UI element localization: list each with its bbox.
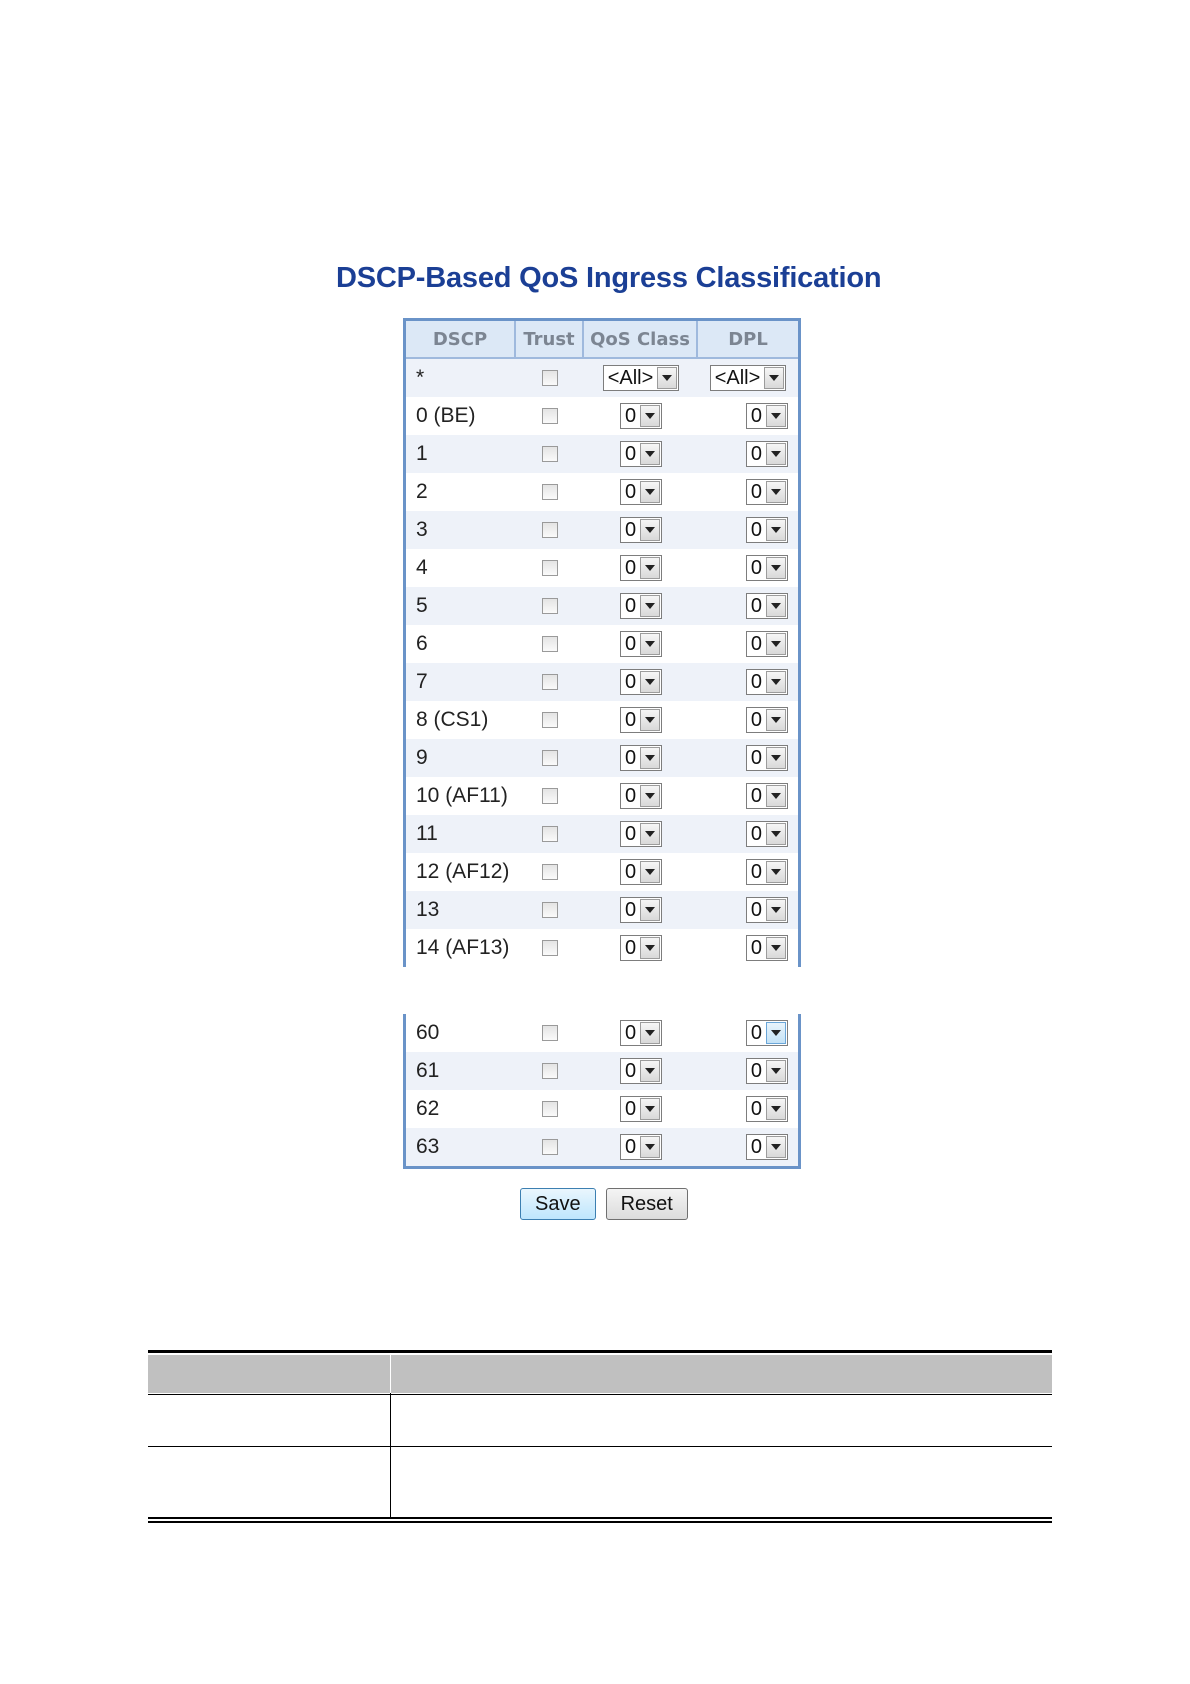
dpl-select[interactable] xyxy=(746,935,788,961)
qos-class-value: 0 xyxy=(624,747,637,769)
dpl-select[interactable] xyxy=(746,517,788,543)
dscp-label: 12 (AF12) xyxy=(416,860,510,883)
dscp-label: 60 xyxy=(416,1021,440,1044)
chevron-down-icon xyxy=(640,671,660,693)
dscp-label: 4 xyxy=(416,556,428,579)
dscp-label: 62 xyxy=(416,1097,440,1120)
chevron-down-icon xyxy=(766,785,786,807)
dscp-label: 3 xyxy=(416,518,428,541)
description-row-divider xyxy=(148,1446,1052,1447)
dpl-select[interactable] xyxy=(746,745,788,771)
chevron-down-icon xyxy=(766,1060,786,1082)
chevron-down-icon xyxy=(766,557,786,579)
chevron-down-icon xyxy=(766,671,786,693)
dpl-value: 0 xyxy=(750,1060,762,1082)
qos-class-select[interactable] xyxy=(620,517,662,543)
dpl-select[interactable] xyxy=(746,403,788,429)
trust-checkbox[interactable] xyxy=(542,1139,558,1155)
table-row xyxy=(406,435,798,473)
table-row xyxy=(406,1014,798,1052)
trust-checkbox[interactable] xyxy=(542,598,558,614)
chevron-down-icon xyxy=(640,1022,660,1044)
dpl-value: 0 xyxy=(750,709,762,731)
dpl-value: 0 xyxy=(750,633,762,655)
qos-class-value: 0 xyxy=(624,671,637,693)
table-row xyxy=(406,701,798,739)
table-row xyxy=(406,739,798,777)
qos-class-value: 0 xyxy=(624,481,637,503)
chevron-down-icon xyxy=(640,481,660,503)
dpl-select[interactable] xyxy=(746,1134,788,1160)
dpl-select[interactable] xyxy=(746,479,788,505)
dpl-value: 0 xyxy=(750,557,762,579)
description-header-description xyxy=(391,1355,1052,1393)
qos-class-select[interactable] xyxy=(620,555,662,581)
save-button[interactable]: Save xyxy=(520,1188,596,1220)
chevron-down-icon xyxy=(640,899,660,921)
chevron-down-icon xyxy=(766,405,786,427)
table-row xyxy=(406,815,798,853)
trust-checkbox[interactable] xyxy=(542,940,558,956)
dpl-select[interactable] xyxy=(746,593,788,619)
qos-class-select-all[interactable] xyxy=(603,365,680,391)
dpl-value: 0 xyxy=(750,747,762,769)
trust-checkbox[interactable] xyxy=(542,788,558,804)
chevron-down-icon xyxy=(640,823,660,845)
qos-class-value: <All> xyxy=(607,367,654,389)
description-table-top-rule xyxy=(148,1350,1052,1353)
table-row xyxy=(406,929,798,967)
table-row xyxy=(406,891,798,929)
chevron-down-icon xyxy=(640,519,660,541)
dscp-label: 8 (CS1) xyxy=(416,708,489,731)
chevron-down-icon xyxy=(640,557,660,579)
qos-class-value: 0 xyxy=(624,937,637,959)
trust-checkbox[interactable] xyxy=(542,674,558,690)
chevron-down-icon xyxy=(640,709,660,731)
table-row xyxy=(406,549,798,587)
dpl-select[interactable] xyxy=(746,859,788,885)
dpl-value: 0 xyxy=(750,1098,762,1120)
qos-class-select[interactable] xyxy=(620,821,662,847)
table-row xyxy=(406,1052,798,1090)
qos-class-select[interactable] xyxy=(620,745,662,771)
qos-class-select[interactable] xyxy=(620,859,662,885)
dscp-label: 11 xyxy=(416,822,438,845)
dscp-label: 63 xyxy=(416,1135,440,1158)
dpl-value: 0 xyxy=(750,1022,762,1044)
chevron-down-icon xyxy=(766,443,786,465)
trust-checkbox[interactable] xyxy=(542,1101,558,1117)
qos-class-select[interactable] xyxy=(620,1020,662,1046)
dpl-value: 0 xyxy=(750,861,762,883)
table-row-all xyxy=(406,359,798,397)
dpl-value: 0 xyxy=(750,671,762,693)
form-buttons xyxy=(520,1188,688,1220)
qos-class-value: 0 xyxy=(624,899,637,921)
table-row xyxy=(406,587,798,625)
qos-class-value: 0 xyxy=(624,1098,637,1120)
dscp-label: * xyxy=(416,366,425,389)
chevron-down-icon xyxy=(766,747,786,769)
dpl-value: 0 xyxy=(750,443,762,465)
qos-class-value: 0 xyxy=(624,405,637,427)
dpl-value: 0 xyxy=(750,519,762,541)
dpl-select[interactable] xyxy=(746,783,788,809)
qos-class-value: 0 xyxy=(624,823,637,845)
chevron-down-icon xyxy=(766,1098,786,1120)
trust-checkbox[interactable] xyxy=(542,864,558,880)
chevron-down-icon xyxy=(766,709,786,731)
qos-class-select[interactable] xyxy=(620,631,662,657)
description-table-bottom-rule xyxy=(148,1517,1052,1519)
dpl-value: 0 xyxy=(750,1136,762,1158)
qos-class-value: 0 xyxy=(624,443,637,465)
dscp-label: 0 (BE) xyxy=(416,404,476,427)
dpl-select-all[interactable] xyxy=(710,365,787,391)
qos-class-select[interactable] xyxy=(620,897,662,923)
qos-class-select[interactable] xyxy=(620,783,662,809)
description-column-divider xyxy=(390,1393,391,1519)
chevron-down-icon xyxy=(766,1022,786,1044)
trust-checkbox[interactable] xyxy=(542,750,558,766)
chevron-down-icon xyxy=(640,405,660,427)
chevron-down-icon xyxy=(766,595,786,617)
chevron-down-icon xyxy=(640,633,660,655)
qos-class-select[interactable] xyxy=(620,1058,662,1084)
qos-class-select[interactable] xyxy=(620,441,662,467)
qos-class-value: 0 xyxy=(624,709,637,731)
chevron-down-icon xyxy=(640,785,660,807)
reset-button[interactable]: Reset xyxy=(606,1188,688,1220)
trust-checkbox[interactable] xyxy=(542,484,558,500)
dscp-label: 7 xyxy=(416,670,428,693)
table-row xyxy=(406,625,798,663)
chevron-down-icon xyxy=(766,633,786,655)
qos-class-value: 0 xyxy=(624,595,637,617)
dpl-value: 0 xyxy=(750,481,762,503)
header-trust: Trust xyxy=(516,321,584,357)
qos-class-value: 0 xyxy=(624,785,637,807)
dpl-select[interactable] xyxy=(746,897,788,923)
dpl-select[interactable] xyxy=(746,821,788,847)
dpl-select[interactable] xyxy=(746,1096,788,1122)
dpl-select[interactable] xyxy=(746,555,788,581)
qos-class-select[interactable] xyxy=(620,935,662,961)
dscp-label: 13 xyxy=(416,898,440,921)
dpl-select[interactable] xyxy=(746,1020,788,1046)
qos-class-select[interactable] xyxy=(620,593,662,619)
trust-checkbox[interactable] xyxy=(542,1025,558,1041)
qos-class-value: 0 xyxy=(624,633,637,655)
chevron-down-icon xyxy=(640,443,660,465)
trust-checkbox-all[interactable] xyxy=(542,370,558,386)
table-row xyxy=(406,853,798,891)
qos-class-select[interactable] xyxy=(620,479,662,505)
table-row xyxy=(406,397,798,435)
dscp-label: 10 (AF11) xyxy=(416,784,508,807)
chevron-down-icon xyxy=(766,481,786,503)
dscp-table-top xyxy=(403,318,801,967)
qos-class-value: 0 xyxy=(624,1060,637,1082)
dpl-select[interactable] xyxy=(746,1058,788,1084)
dscp-label: 14 (AF13) xyxy=(416,936,510,959)
chevron-down-icon xyxy=(657,367,677,389)
description-table-header xyxy=(148,1355,1052,1393)
chevron-down-icon xyxy=(640,1060,660,1082)
table-row xyxy=(406,473,798,511)
dscp-label: 2 xyxy=(416,480,428,503)
trust-checkbox[interactable] xyxy=(542,1063,558,1079)
qos-class-select[interactable] xyxy=(620,1096,662,1122)
qos-class-value: 0 xyxy=(624,1136,637,1158)
chevron-down-icon xyxy=(764,367,784,389)
dscp-label: 6 xyxy=(416,632,428,655)
dpl-value: 0 xyxy=(750,899,762,921)
header-qos-class: QoS Class xyxy=(584,321,698,357)
qos-class-select[interactable] xyxy=(620,669,662,695)
description-table-bottom-rule xyxy=(148,1521,1052,1523)
qos-class-select[interactable] xyxy=(620,707,662,733)
trust-checkbox[interactable] xyxy=(542,636,558,652)
dscp-label: 5 xyxy=(416,594,428,617)
chevron-down-icon xyxy=(766,937,786,959)
trust-checkbox[interactable] xyxy=(542,560,558,576)
trust-checkbox[interactable] xyxy=(542,712,558,728)
dpl-select[interactable] xyxy=(746,707,788,733)
header-dscp: DSCP xyxy=(406,321,516,357)
trust-checkbox[interactable] xyxy=(542,902,558,918)
qos-class-value: 0 xyxy=(624,861,637,883)
qos-class-value: 0 xyxy=(624,519,637,541)
dscp-label: 61 xyxy=(416,1059,440,1082)
dpl-select[interactable] xyxy=(746,669,788,695)
qos-class-select[interactable] xyxy=(620,403,662,429)
dscp-label: 1 xyxy=(416,442,428,465)
trust-checkbox[interactable] xyxy=(542,522,558,538)
dpl-select[interactable] xyxy=(746,441,788,467)
table-row xyxy=(406,777,798,815)
chevron-down-icon xyxy=(766,861,786,883)
qos-class-value: 0 xyxy=(624,1022,637,1044)
dscp-table-bottom xyxy=(403,1014,801,1169)
chevron-down-icon xyxy=(640,937,660,959)
dpl-value: 0 xyxy=(750,823,762,845)
page-title: DSCP-Based QoS Ingress Classification xyxy=(336,262,882,294)
table-header xyxy=(406,321,798,359)
trust-checkbox[interactable] xyxy=(542,826,558,842)
table-row xyxy=(406,1090,798,1128)
chevron-down-icon xyxy=(640,861,660,883)
chevron-down-icon xyxy=(766,823,786,845)
chevron-down-icon xyxy=(766,899,786,921)
chevron-down-icon xyxy=(640,1098,660,1120)
dpl-value: <All> xyxy=(714,367,761,389)
trust-checkbox[interactable] xyxy=(542,408,558,424)
qos-class-value: 0 xyxy=(624,557,637,579)
description-header-object xyxy=(148,1355,391,1393)
table-row xyxy=(406,1128,798,1166)
dscp-label: 9 xyxy=(416,746,428,769)
trust-checkbox[interactable] xyxy=(542,446,558,462)
dpl-value: 0 xyxy=(750,785,762,807)
chevron-down-icon xyxy=(766,519,786,541)
table-row xyxy=(406,663,798,701)
dpl-value: 0 xyxy=(750,595,762,617)
chevron-down-icon xyxy=(640,595,660,617)
chevron-down-icon xyxy=(640,747,660,769)
header-dpl: DPL xyxy=(728,328,768,350)
description-row-divider xyxy=(148,1394,1052,1395)
chevron-down-icon xyxy=(640,1136,660,1158)
qos-class-select[interactable] xyxy=(620,1134,662,1160)
table-row xyxy=(406,511,798,549)
dpl-value: 0 xyxy=(750,405,762,427)
dpl-value: 0 xyxy=(750,937,762,959)
dpl-select[interactable] xyxy=(746,631,788,657)
chevron-down-icon xyxy=(766,1136,786,1158)
